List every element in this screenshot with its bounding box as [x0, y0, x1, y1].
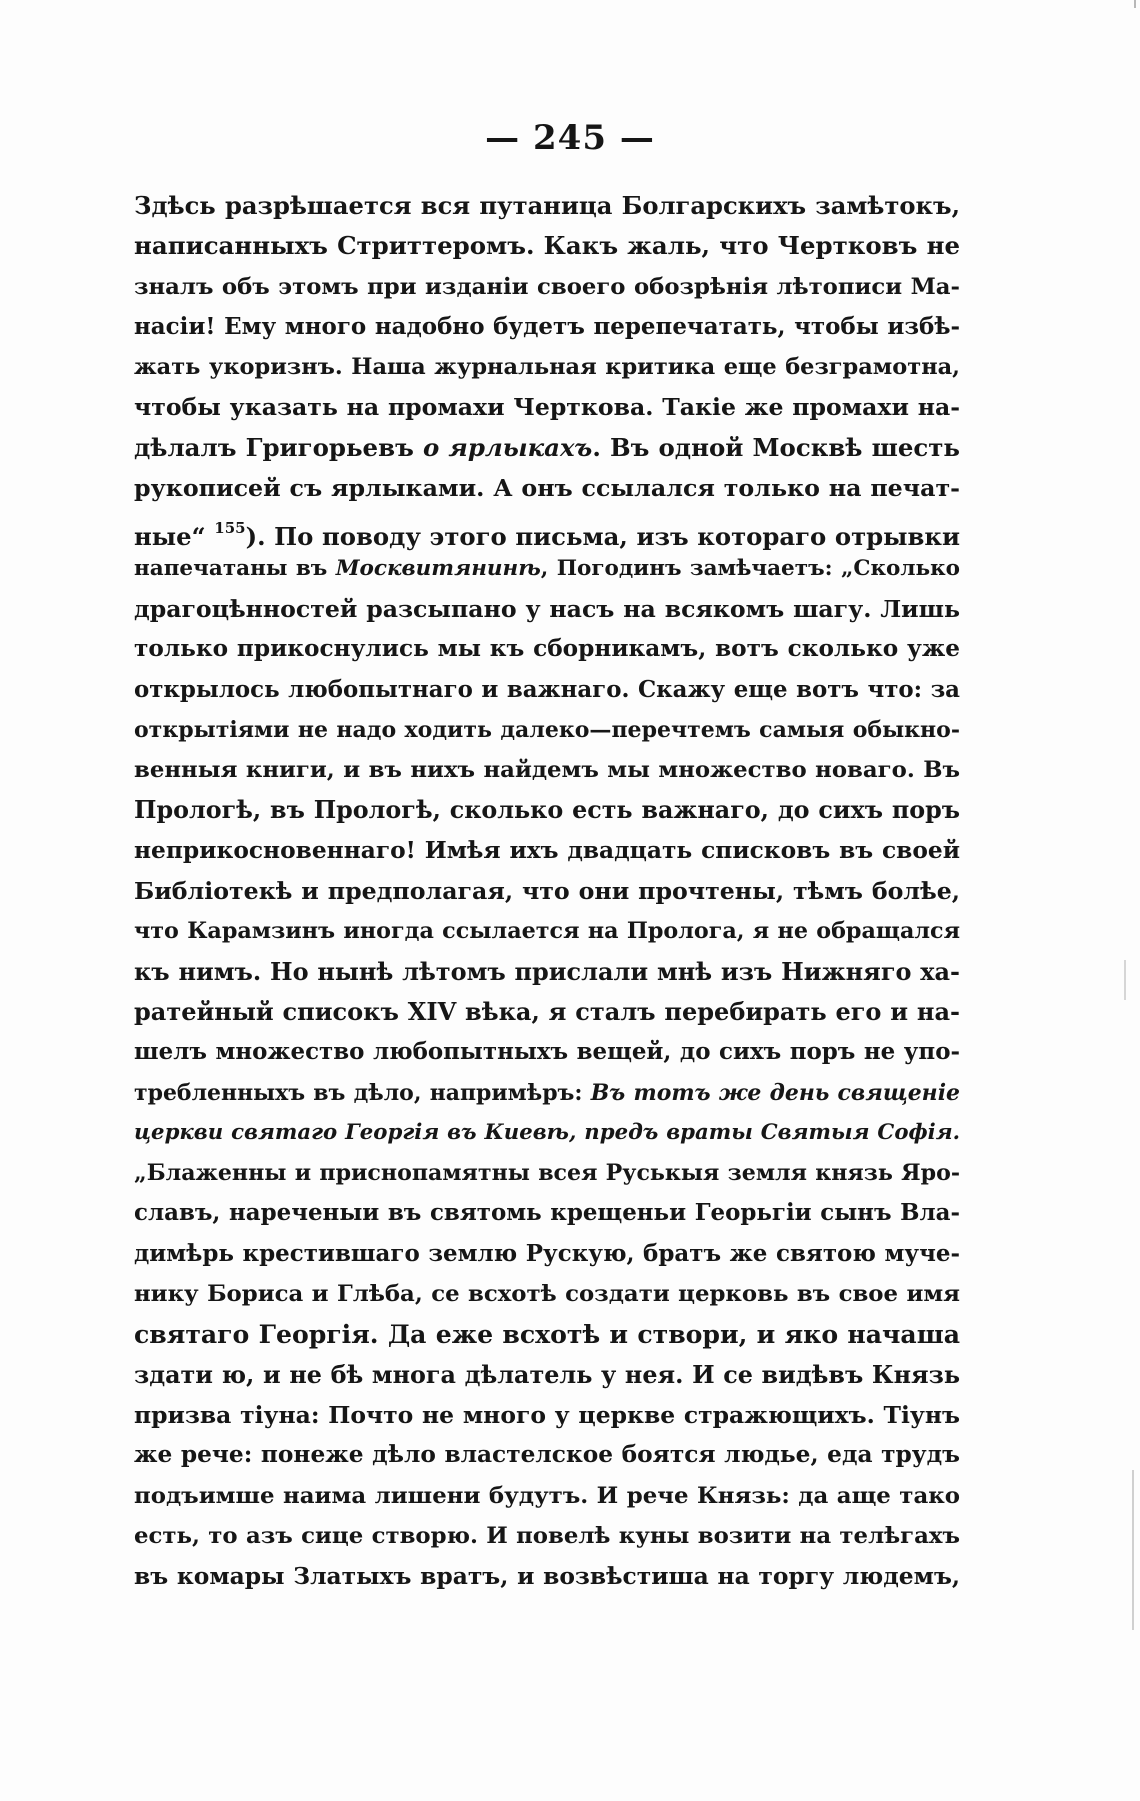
- italic-text: о ярлыкахъ: [422, 432, 593, 462]
- text-line: славъ, нареченыи въ святомь крещеньи Георьгіи сынъ Вла-: [134, 1199, 960, 1227]
- text-line: написанныхъ Стриттеромъ. Какъ жаль, что Чертковъ не: [134, 231, 960, 261]
- italic-text: Москвитянинѣ: [335, 555, 541, 581]
- italic-text: церкви святаго Георгія въ Киевѣ, предъ враты Святыя Софія.: [134, 1119, 960, 1145]
- text-line: венныя книги, и въ нихъ найдемъ мы множество новаго. Въ: [134, 757, 960, 784]
- text-segment: . Въ одной Москвѣ шесть: [592, 432, 960, 462]
- text-line: Библіотекѣ и предполагая, что они прочтены, тѣмъ болѣе,: [134, 877, 960, 906]
- text-line: открытіями не надо ходить далеко—перечтемъ самыя обыкно-: [134, 716, 960, 743]
- text-line: чтобы указать на промахи Черткова. Такіе же промахи на-: [134, 393, 960, 422]
- text-line: димѣрь крестившаго землю Рускую, братъ же святою муче-: [134, 1239, 960, 1267]
- text-line: шелъ множество любопытныхъ вещей, до сихъ поръ не упо-: [134, 1038, 960, 1066]
- text-line: только прикоснулись мы къ сборникамъ, вотъ сколько уже: [134, 635, 960, 663]
- text-line: что Карамзинъ иногда ссылается на Пролога, я не обращался: [134, 918, 960, 945]
- text-line: нику Бориса и Глѣба, се всхотѣ создати церковь въ свое имя: [134, 1281, 960, 1308]
- body-text: [134, 186, 960, 1596]
- text-line: [134, 508, 960, 552]
- text-segment: требленныхъ въ дѣло, напримѣръ:: [134, 1079, 591, 1106]
- text-line: подъимше наима лишени будутъ. И рече Князь: да аще тако: [134, 1482, 960, 1509]
- text-line: ратейный списокъ XIV вѣка, я сталъ перебирать его и на-: [134, 996, 960, 1026]
- text-segment: ные“: [134, 522, 215, 552]
- footnote-ref: 155: [214, 519, 246, 538]
- text-line: драгоцѣнностей разсыпано у насъ на всякомъ шагу. Лишь: [134, 594, 960, 623]
- text-line: [134, 428, 960, 468]
- text-line: призва тіуна: Почто не много у церкве стражющихъ. Тіунъ: [134, 1400, 960, 1429]
- page-edge-mark: [1134, 0, 1136, 8]
- page-edge-mark: [1124, 960, 1126, 1000]
- page-edge-mark: [1132, 1470, 1134, 1630]
- text-line: открылось любопытнаго и важнаго. Скажу еще вотъ что: за: [134, 676, 960, 703]
- text-line: рукописей съ ярлыками. А онъ ссылался только на печат-: [134, 474, 960, 503]
- text-line: здати ю, и не бѣ многа дѣлатель у нея. И се видѣвъ Князь: [134, 1360, 960, 1389]
- page-number: — 245 —: [485, 118, 655, 158]
- italic-text: Въ тотъ же день священіе: [590, 1079, 960, 1106]
- text-line: Прологѣ, въ Прологѣ, сколько есть важнаго, до сихъ поръ: [134, 796, 960, 825]
- text-line: насіи! Ему много надобно будетъ перепечатать, чтобы избѣ-: [134, 312, 960, 340]
- text-line: зналъ объ этомъ при изданіи своего обозрѣнія лѣтописи Ма-: [134, 273, 960, 300]
- text-segment: дѣлалъ Григорьевъ: [134, 432, 423, 462]
- text-line: святаго Георгія. Да еже всхотѣ и створи, и яко начаша: [134, 1319, 960, 1350]
- text-segment: ). По поводу этого письма, изъ которагo отрывки: [245, 522, 960, 552]
- text-line: „Блаженны и приснопамятны всея Руськыя земля князь Яро-: [134, 1160, 960, 1187]
- text-line: жать укоризнъ. Наша журнальная критика еще безграмотна,: [134, 354, 960, 381]
- text-segment: напечатаны въ: [134, 555, 336, 581]
- text-line: [134, 549, 960, 589]
- text-line: [134, 1113, 960, 1153]
- text-line: къ нимъ. Но нынѣ лѣтомъ прислали мнѣ изъ Нижняго ха-: [134, 957, 960, 986]
- text-line: Здѣсь разрѣшается вся путаница Болгарскихъ замѣтокъ,: [134, 191, 960, 220]
- text-line: [134, 1073, 960, 1113]
- text-line: неприкосновеннаго! Имѣя ихъ двадцать списковъ въ своей: [134, 836, 960, 864]
- text-line: въ комары Златыхъ вратъ, и возвѣстиша на торгу людемъ,: [134, 1562, 960, 1591]
- text-line: же рече: понеже дѣло властелское боятся людье, еда трудъ: [134, 1441, 960, 1469]
- text-segment: , Погодинъ замѣчаетъ: „Сколько: [540, 555, 960, 581]
- text-line: есть, то азъ сице створю. И повелѣ куны возити на телѣгахъ: [134, 1522, 960, 1549]
